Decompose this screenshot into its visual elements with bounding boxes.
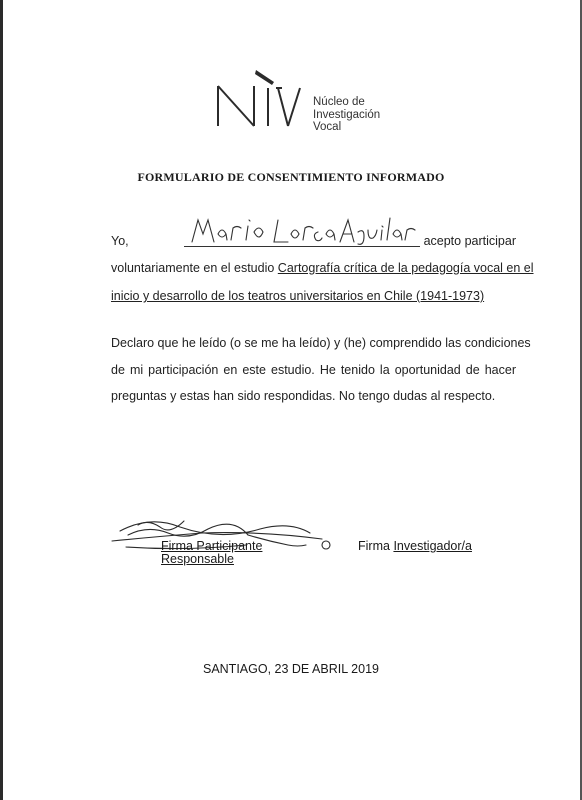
declaration-text-1: Declaro que he leído (o se me ha leído) y (he) comprendido las condiciones (111, 336, 531, 350)
study-title-part-1: Cartografía crítica de la pedagogía vocal en el (277, 261, 534, 275)
consent-line-2 (111, 261, 534, 275)
researcher-underlined: Investigador/a (393, 539, 472, 553)
yo-label: Yo, (111, 234, 129, 248)
date-line: SANTIAGO, 23 DE ABRIL 2019 (202, 662, 379, 676)
logo-line-3: Vocal (313, 121, 342, 133)
consent-line-3 (111, 289, 516, 303)
participant-signature-label: Firma Participante (161, 539, 263, 553)
study-prefix: voluntariamente en el estudio (111, 261, 275, 275)
declaration-line-2 (111, 363, 516, 377)
responsable-label: Responsable (161, 552, 234, 566)
researcher-prefix: Firma (358, 539, 390, 553)
scan-left-edge (0, 0, 3, 800)
handwritten-name (188, 212, 418, 248)
declaration-text-2: de mi participación en este estudio. He tenido la oportunidad de hacer (111, 363, 516, 377)
study-title-part-2: inicio y desarrollo de los teatros universitarios en Chile (1941-1973) (111, 289, 485, 303)
form-title: FORMULARIO DE CONSENTIMIENTO INFORMADO (137, 170, 445, 184)
researcher-signature-label (358, 539, 472, 553)
declaration-text-3: preguntas y estas han sido respondidas. No tengo dudas al respecto. (111, 389, 496, 403)
logo-text (313, 96, 380, 134)
logo-line-1: Núcleo de (313, 96, 365, 108)
declaration-line-3 (111, 389, 516, 403)
acepto-text: acepto participar (423, 234, 516, 248)
declaration-line-1 (111, 336, 531, 350)
logo-line-2: Investigación (313, 108, 381, 121)
